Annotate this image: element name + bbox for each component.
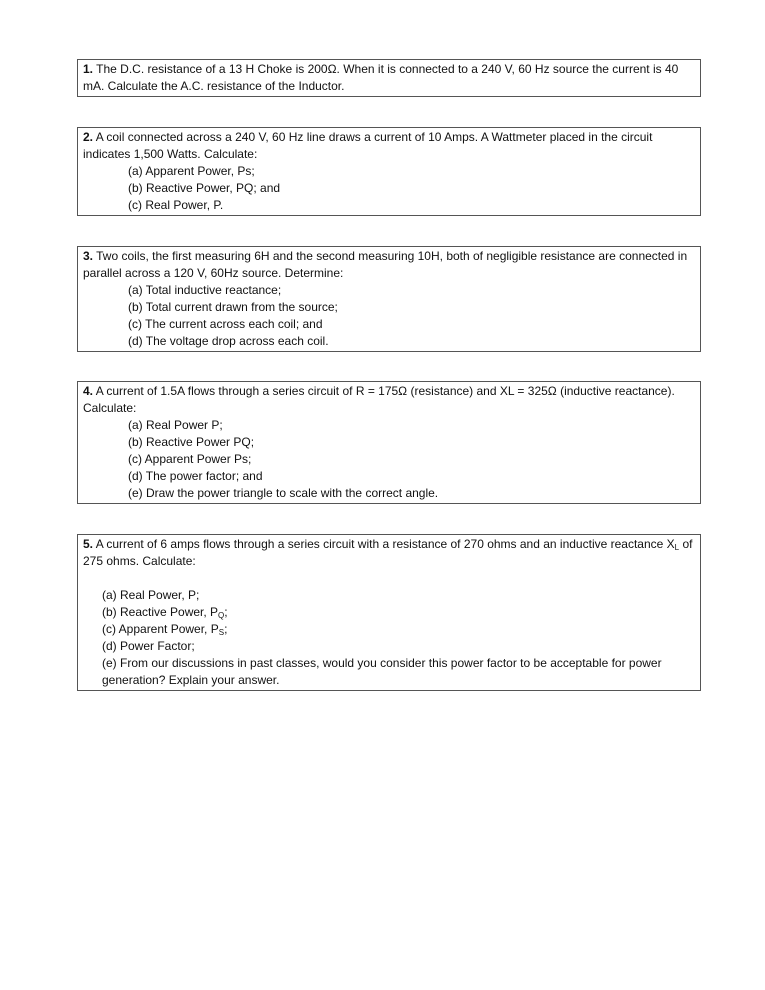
question-3-box: [77, 246, 701, 352]
question-part: (c) Apparent Power Ps;: [128, 452, 252, 466]
question-1-box: [77, 59, 701, 97]
question-part: (a) Total inductive reactance;: [128, 283, 282, 297]
question-2-text: [83, 129, 696, 163]
question-body: A coil connected across a 240 V, 60 Hz line draws a current of 10 Amps. A Wattmeter placed in the circuit indicates 1,500 Watts. Calculate:: [83, 130, 653, 161]
question-1-text: [83, 61, 696, 95]
question-4-box: [77, 381, 701, 504]
question-body-tail: of 275 ohms. Calculate:: [83, 537, 693, 568]
question-5-box: [77, 534, 701, 691]
question-part: (e) Draw the power triangle to scale with the correct angle.: [128, 486, 439, 500]
question-part: (e) From our discussions in past classes, would you consider this power factor to be acceptable for power generation? Explain your answer.: [102, 656, 662, 687]
question-5-text: [83, 536, 696, 570]
question-body: The D.C. resistance of a 13 H Choke is 200Ω. When it is connected to a 240 V, 60 Hz source the current is 40 mA. Calculate the A.C. resistance of the Inductor.: [83, 62, 679, 93]
subscript: L: [674, 543, 680, 552]
question-part: (b) Total current drawn from the source;: [128, 300, 338, 314]
question-number: 2.: [83, 130, 94, 144]
subscript: Q: [218, 611, 225, 620]
question-part: (c) Real Power, P.: [128, 198, 224, 212]
question-2-box: [77, 127, 701, 216]
question-body: A current of 1.5A flows through a series circuit of R = 175Ω (resistance) and XL = 325Ω (inductive reactance). Calculate:: [83, 384, 675, 415]
question-body: Two coils, the first measuring 6H and the second measuring 10H, both of negligible resistance are connected in parallel across a 120 V, 60Hz source. Determine:: [83, 249, 688, 280]
question-part: (d) The voltage drop across each coil.: [128, 334, 329, 348]
question-part: (c) The current across each coil; and: [128, 317, 323, 331]
question-part: (b) Reactive Power, PQ; and: [128, 181, 281, 195]
question-part: (a) Real Power P;: [128, 418, 223, 432]
question-4-text: [83, 383, 696, 417]
question-part: (d) The power factor; and: [128, 469, 263, 483]
question-number: 1.: [83, 62, 94, 76]
question-number: 3.: [83, 249, 94, 263]
question-part: (b) Reactive Power PQ;: [128, 435, 255, 449]
question-part: (a) Apparent Power, Ps;: [128, 164, 255, 178]
question-part: (a) Real Power, P;: [102, 588, 200, 602]
question-part: (d) Power Factor;: [102, 639, 195, 653]
question-3-text: [83, 248, 696, 282]
subscript: S: [218, 628, 225, 637]
question-part: (b) Reactive Power, $P_Q$;: [102, 605, 228, 620]
spacer: [83, 570, 696, 587]
question-body: A current of 6 amps flows through a series circuit with a resistance of 270 ohms and an inductive reactance X: [95, 537, 675, 551]
question-part: (c) Apparent Power, $P_S$;: [102, 622, 228, 637]
question-number: 5.: [83, 537, 94, 551]
question-number: 4.: [83, 384, 94, 398]
